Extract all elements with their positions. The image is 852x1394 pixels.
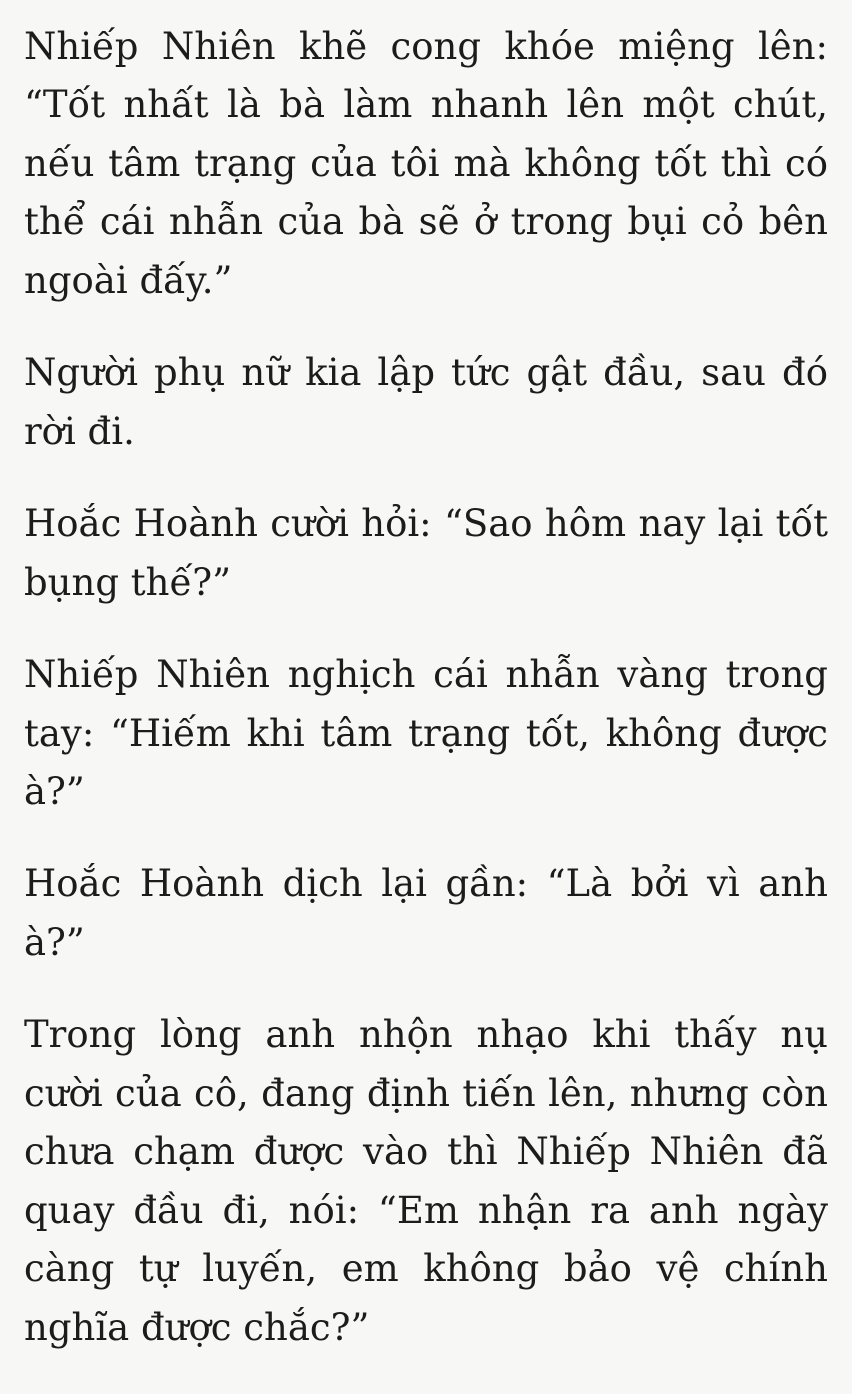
paragraph: Trong lòng anh nhộn nhạo khi thấy nụ cười của cô, đang định tiến lên, nhưng còn chưa chạm được vào thì Nhiếp Nhiên đã quay đầu đi, nói: “Em nhận ra anh ngày càng tự luyến, em không bảo vệ chính nghĩa được chắc?” [24,1013,828,1349]
paragraph: Hoắc Hoành dịch lại gần: “Là bởi vì anh à?” [24,862,828,964]
paragraph: Người phụ nữ kia lập tức gật đầu, sau đó rời đi. [24,351,828,453]
paragraph: Nhiếp Nhiên khẽ cong khóe miệng lên: “Tốt nhất là bà làm nhanh lên một chút, nếu tâm trạng của tôi mà không tốt thì có thể cái nhẫn của bà sẽ ở trong bụi cỏ bên ngoài đấy.” [24,25,828,302]
paragraph: Nhiếp Nhiên nghịch cái nhẫn vàng trong tay: “Hiếm khi tâm trạng tốt, không được à?” [24,653,828,813]
paragraph: Hoắc Hoành cười hỏi: “Sao hôm nay lại tốt bụng thế?” [24,502,828,604]
